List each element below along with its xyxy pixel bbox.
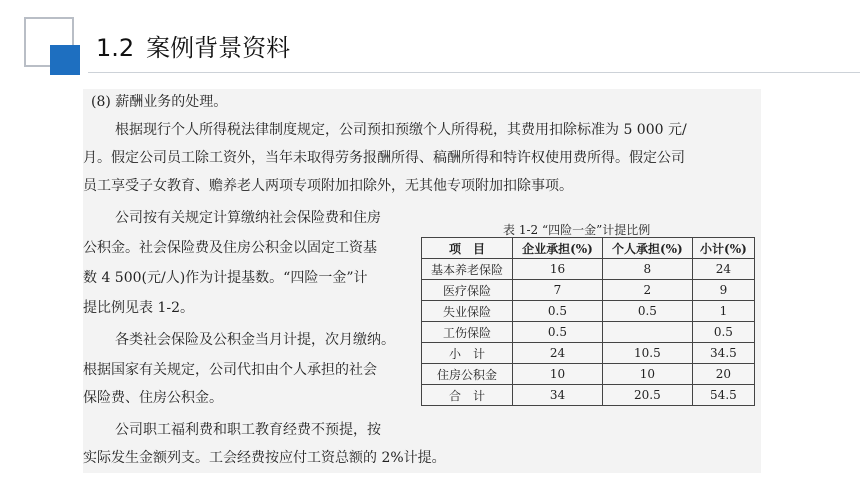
- doc-line: 实际发生金额列支。工会经费按应付工资总额的 2%计提。: [83, 450, 446, 466]
- table-cell: 34.5: [692, 343, 754, 364]
- table-caption: 表 1-2 “四险一金”计提比例: [503, 223, 651, 237]
- table-row: [422, 280, 755, 301]
- table-cell: 16: [513, 259, 603, 280]
- table-row: [422, 364, 755, 385]
- table-cell: 34: [513, 385, 603, 406]
- doc-line: 月。假定公司员工除工资外，当年未取得劳务报酬所得、稿酬所得和特许权使用费所得。假定公司: [83, 150, 685, 166]
- table-row: [422, 343, 755, 364]
- doc-line: 公司职工福利费和职工教育经费不预提，按: [115, 422, 381, 438]
- table-cell: 0.5: [513, 301, 603, 322]
- table-row: [422, 385, 755, 406]
- doc-line: 提比例见表 1-2。: [83, 300, 194, 316]
- table-cell: 54.5: [692, 385, 754, 406]
- table-cell: 失业保险: [422, 301, 513, 322]
- table-cell: 0.5: [602, 301, 692, 322]
- table-cell: 工伤保险: [422, 322, 513, 343]
- table-cell: 0.5: [513, 322, 603, 343]
- table-header-row: [422, 238, 755, 259]
- table-cell: 小 计: [422, 343, 513, 364]
- table-header: 个人承担(%): [602, 238, 692, 259]
- table-cell: 24: [692, 259, 754, 280]
- table-cell: 住房公积金: [422, 364, 513, 385]
- doc-line: 公司按有关规定计算缴纳社会保险费和住房: [115, 210, 381, 226]
- section-title: 案例背景资料: [146, 34, 291, 62]
- table-cell: 7: [513, 280, 603, 301]
- doc-line: 员工享受子女教育、赡养老人两项专项附加扣除外，无其他专项附加扣除事项。: [83, 178, 573, 194]
- table-cell: 合 计: [422, 385, 513, 406]
- table-cell: 0.5: [692, 322, 754, 343]
- table-cell: 1: [692, 301, 754, 322]
- table-cell: 基本养老保险: [422, 259, 513, 280]
- table-row: [422, 259, 755, 280]
- table-cell: 24: [513, 343, 603, 364]
- table-header: 项 目: [422, 238, 513, 259]
- title-divider: [88, 72, 860, 73]
- doc-line: 公积金。社会保险费及住房公积金以固定工资基: [83, 240, 377, 256]
- table-cell: 2: [602, 280, 692, 301]
- doc-heading: (8) 薪酬业务的处理。: [91, 94, 228, 110]
- table-header: 小计(%): [692, 238, 754, 259]
- table-cell: 9: [692, 280, 754, 301]
- doc-line: 数 4 500(元/人)作为计提基数。“四险一金”计: [83, 270, 368, 286]
- table-row: [422, 322, 755, 343]
- table-cell: 10: [602, 364, 692, 385]
- decorative-square-filled: [50, 45, 80, 75]
- doc-line: 保险费、住房公积金。: [83, 390, 223, 406]
- table-cell: 20.5: [602, 385, 692, 406]
- table-header: 企业承担(%): [513, 238, 603, 259]
- table-cell: [602, 322, 692, 343]
- slide-title: [90, 30, 296, 66]
- table-cell: 20: [692, 364, 754, 385]
- table-row: [422, 301, 755, 322]
- document-image: [83, 89, 761, 473]
- doc-line: 根据国家有关规定，公司代扣由个人承担的社会: [83, 362, 377, 378]
- section-number: 1.2: [96, 34, 135, 62]
- ratio-table: [421, 237, 755, 406]
- table-cell: 10: [513, 364, 603, 385]
- doc-line: 各类社会保险及公积金当月计提，次月缴纳。: [115, 332, 395, 348]
- table-cell: 医疗保险: [422, 280, 513, 301]
- doc-line: 根据现行个人所得税法律制度规定，公司预扣预缴个人所得税，其费用扣除标准为 5 000 元/: [115, 122, 687, 138]
- table-cell: 8: [602, 259, 692, 280]
- table-cell: 10.5: [602, 343, 692, 364]
